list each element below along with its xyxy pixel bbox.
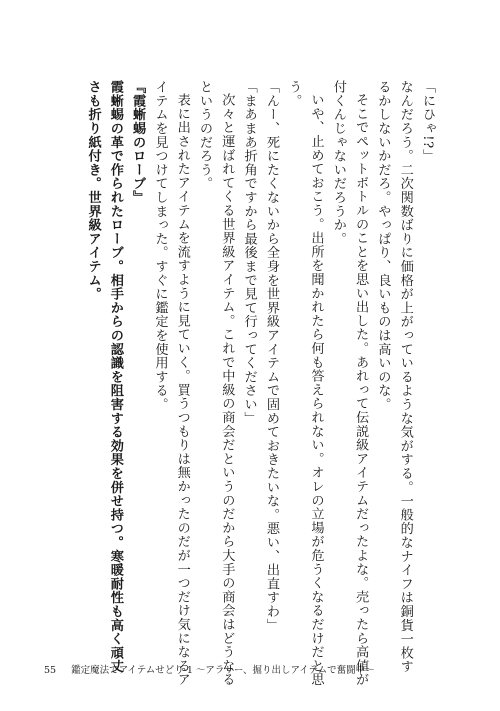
text-line: 「まあまあ折角ですから最後まで見て行ってください」 (241, 80, 257, 425)
item-description-line: さも折り紙付き。世界級アイテム。 (85, 80, 101, 301)
text-line: 表に出されたアイテムを流すように見ていく。買うつもりは無かったのだが一つだけ気になるア (174, 93, 190, 687)
text-line: 「んー、死にたくないから全身を世界級アイテムで固めておきたいな。悪い、出直すわ」 (263, 80, 279, 632)
text-line: るかしないかだろ。やっぱり、良いものは高いのな。 (375, 80, 391, 412)
text-line: 「にひゃ!?」 (420, 80, 435, 163)
running-title: 鑑定魔法でアイテムせどり 1 〜アラサー、掘り出しアイテムで奮闘中〜 (71, 665, 375, 676)
text-line: というのだろう。 (197, 80, 213, 191)
text-line: う。 (286, 80, 302, 108)
page-number: 55 (44, 665, 57, 676)
text-line: いや、止めておこう。出所を聞かれたら何も答えられない。オレの立場が危うくなるだけだと思 (308, 93, 324, 687)
text-line: 付くんじゃないだろうか。 (330, 80, 346, 246)
item-description-line: 霞蜥蜴の革で作られたローブ。相手からの認識を阻害する効果を併せ持つ。寒暖耐性も高く頑丈 (107, 80, 123, 674)
text-line: 次々と運ばれてくる世界級アイテム。これで中級の商会だというのだから大手の商会はどうなる (219, 93, 235, 687)
text-line: なんだろう。二次関数ばりに価格が上がっているような気がする。一般的なナイフは銅貨一枚す (397, 80, 413, 674)
text-line: イテムを見つけてしまった。すぐに鑑定を使用する。 (152, 80, 168, 412)
text-line: そこでペットボトルのことを思い出した。あれって伝説級アイテムだったよな。売ったら高値が (353, 93, 369, 687)
item-name-heading: 『霞蜥蜴のローブ』 (130, 80, 146, 205)
page-footer (44, 662, 375, 676)
